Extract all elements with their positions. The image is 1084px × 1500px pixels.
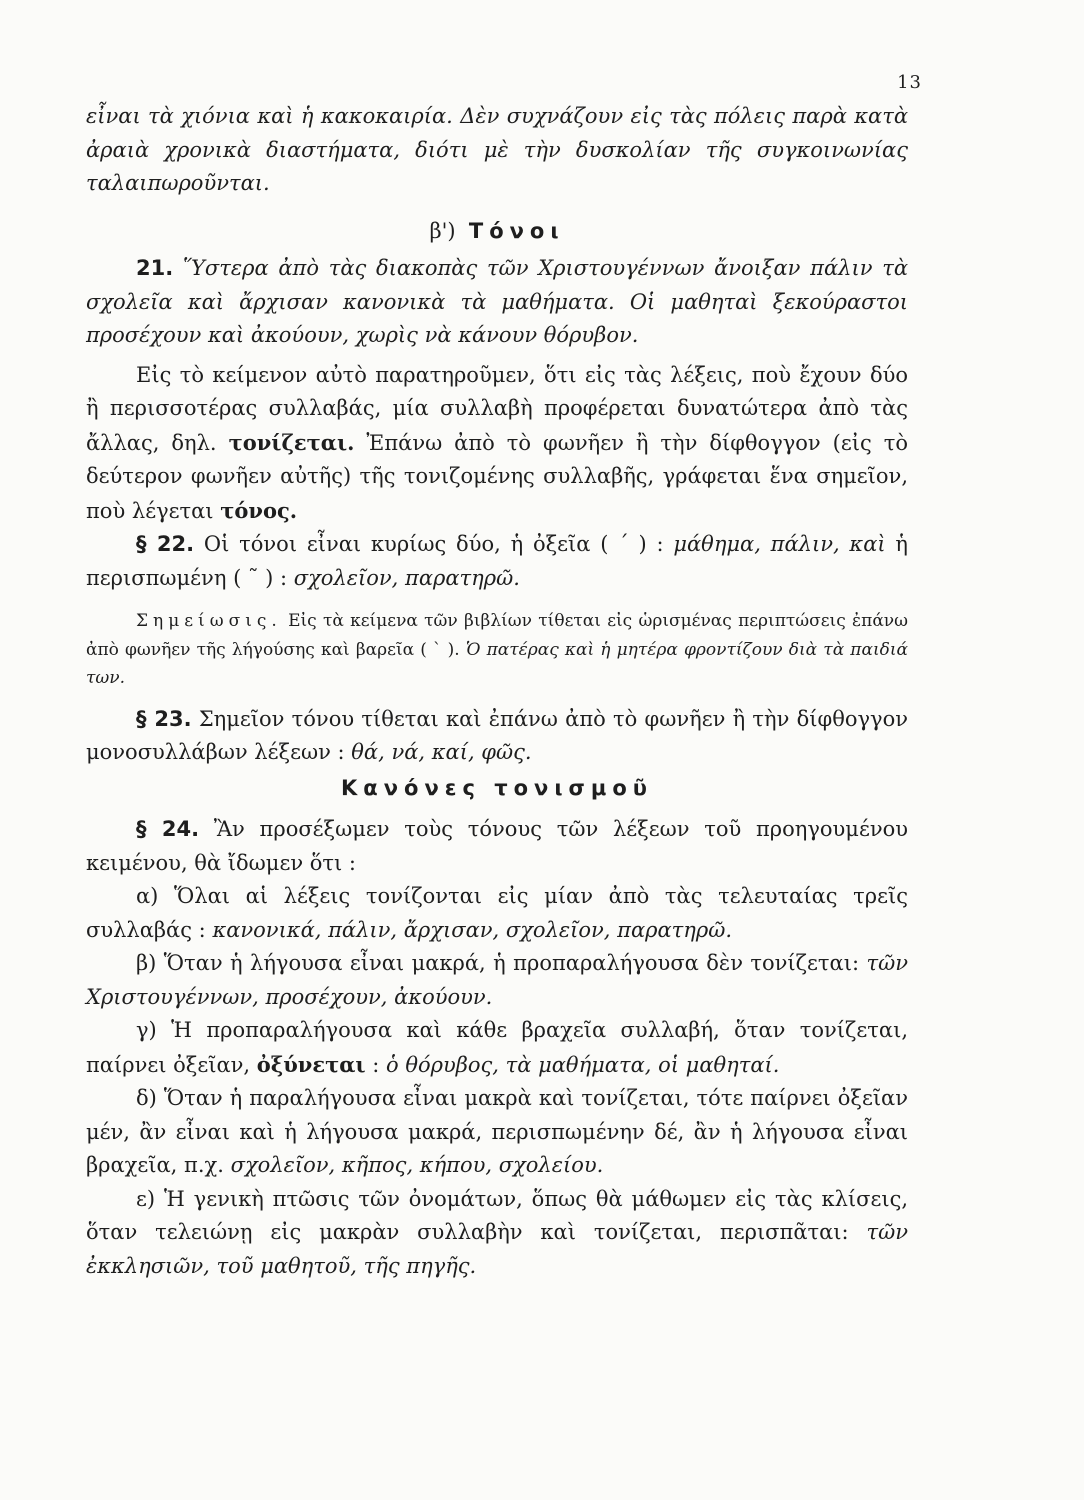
rule-b	[86, 947, 908, 1014]
term-tonizetai: τονίζεται.	[228, 429, 355, 455]
rule-label: α)	[136, 884, 159, 908]
text-run: Ἐπάνω ἀπὸ τὸ φωνῆεν ἢ τὴν δίφθογγον (εἰς τὸ δεύτερον φωνῆεν αὐτῆς) τῆς τονιζομένης συλλαβῆς, γράφεται ἕνα σημεῖον, ποὺ λέγεται	[86, 430, 908, 523]
rule-label: γ)	[136, 1018, 157, 1042]
example-text: σχολεῖον, κῆπος, κήπου, σχολείου.	[230, 1153, 604, 1177]
example-text: θά, νά, καί, φῶς.	[351, 740, 532, 764]
rule-a	[86, 880, 908, 947]
text-run: ἡ περισπωμένη ( ῀ ) :	[86, 532, 909, 590]
paragraph-22	[86, 528, 908, 595]
text-run: Ὅλαι αἱ λέξεις τονίζονται εἰς μίαν ἀπὸ τὰς τελευταίας τρεῖς συλλαβάς :	[86, 884, 908, 942]
rule-d	[86, 1082, 908, 1183]
section-label: β')	[429, 218, 456, 243]
note-paragraph	[86, 607, 908, 693]
paragraph-21	[86, 252, 908, 353]
paragraph-text: Ὕστερα ἀπὸ τὰς διακοπὰς τῶν Χριστουγέννων ἄνοιξαν πάλιν τὰ σχολεῖα καὶ ἄρχισαν κανονικὰ τὰ μαθήματα. Οἱ μαθηταὶ ξεκούραστοι προσέχουν καὶ ἀκούουν, χωρὶς νὰ κάνουν θόρυβον.	[86, 256, 908, 347]
example-text: ὁ θόρυβος, τὰ μαθήματα, οἱ μαθηταί.	[386, 1052, 780, 1077]
paragraph-number: 21.	[136, 256, 174, 280]
text-run: Εἰς τὰ κείμενα τῶν βιβλίων τίθεται εἰς ὡρισμένας περιπτώσεις ἐπάνω ἀπὸ φωνῆεν τῆς λήγούσης καὶ βαρεῖα ( ` ).	[86, 611, 908, 660]
example-text: κανονικά, πάλιν, ἄρχισαν, σχολεῖον, παρατηρῶ.	[212, 917, 732, 942]
paragraph-21-explanation	[86, 359, 908, 529]
term-oxynetai: ὀξύνεται	[256, 1051, 366, 1077]
paragraph-number: § 23.	[136, 706, 192, 731]
rule-label: β)	[136, 951, 157, 975]
note-label: Σημείωσις.	[136, 611, 282, 631]
text-run: Ἡ προπαραλήγουσα καὶ κάθε βραχεῖα συλλαβή, ὅταν τονίζεται, παίρνει ὀξεῖαν,	[86, 1018, 908, 1077]
rule-label: δ)	[136, 1086, 157, 1110]
text-run: Ὅταν ἡ παραλήγουσα εἶναι μακρὰ καὶ τονίζεται, τότε παίρνει ὀξεῖαν μέν, ἂν εἶναι καὶ ἡ λήγουσα μακρά, περισπωμένην δέ, ἂν ἡ λήγουσα εἶναι βραχεῖα, π.χ.	[86, 1086, 908, 1177]
paragraph-number: § 22.	[136, 532, 195, 556]
intro-paragraph: εἶναι τὰ χιόνια καὶ ἡ κακοκαιρία. Δὲν συχνάζουν εἰς τὰς πόλεις παρὰ κατὰ ἀραιὰ χρονικὰ διαστήματα, διότι μὲ τὴν δυσκολίαν τῆς συγκοινωνίας ταλαιπωροῦνται.	[86, 104, 908, 195]
text-run: Σημεῖον τόνου τίθεται καὶ ἐπάνω ἀπὸ τὸ φωνῆεν ἢ τὴν δίφθογγον μονοσυλλάβων λέξεων :	[86, 706, 908, 764]
example-text: Ὁ πατέρας καὶ ἡ μητέρα φροντίζουν διὰ τὰ παιδιά των.	[86, 639, 908, 688]
rule-c	[86, 1014, 908, 1082]
text-run: Ἡ γενικὴ πτῶσις τῶν ὀνομάτων, ὅπως θὰ μάθωμεν εἰς τὰς κλίσεις, ὅταν τελειώνῃ εἰς μακρὰν συλλαβὴν καὶ τονίζεται, περισπᾶται:	[86, 1186, 909, 1244]
section-title: Τόνοι	[468, 218, 565, 243]
example-text: τῶν Χριστουγέννων, προσέχουν, ἀκούουν.	[86, 951, 908, 1009]
term-tonos: τόνος.	[220, 497, 298, 523]
page-number: 13	[897, 72, 922, 93]
rules-heading: Κανόνες τονισμοῦ	[341, 775, 653, 800]
paragraph-24	[86, 813, 908, 880]
paragraph-23	[86, 703, 908, 770]
text-run: :	[372, 1052, 380, 1077]
example-text: σχολεῖον, παρατηρῶ.	[293, 565, 520, 590]
page-body	[86, 100, 908, 1283]
text-run: Ὅταν ἡ λήγουσα εἶναι μακρά, ἡ προπαραλήγουσα δὲν τονίζεται:	[163, 951, 860, 975]
paragraph-number: § 24.	[136, 817, 200, 841]
example-text: τῶν ἐκκλησιῶν, τοῦ μαθητοῦ, τῆς πηγῆς.	[86, 1220, 908, 1278]
section-heading-tonoi	[86, 215, 908, 249]
text-run: Οἱ τόνοι εἶναι κυρίως δύο, ἡ ὀξεῖα ( ΄ ) :	[203, 532, 664, 556]
text-run: Εἰς τὸ κείμενον αὐτὸ παρατηροῦμεν, ὅτι εἰς τὰς λέξεις, ποὺ ἔχουν δύο ἢ περισσοτέρας συλλαβάς, μία συλλαβὴ προφέρεται δυνατώτερα ἀπὸ τὰς ἄλλας, δηλ.	[86, 362, 908, 455]
example-text: μάθημα, πάλιν, καὶ	[673, 532, 886, 556]
text-run: Ἂν προσέξωμεν τοὺς τόνους τῶν λέξεων τοῦ προηγουμένου κειμένου, θὰ ἴδωμεν ὅτι :	[86, 817, 908, 875]
rule-label: ε)	[136, 1186, 156, 1211]
rule-e	[86, 1183, 908, 1284]
